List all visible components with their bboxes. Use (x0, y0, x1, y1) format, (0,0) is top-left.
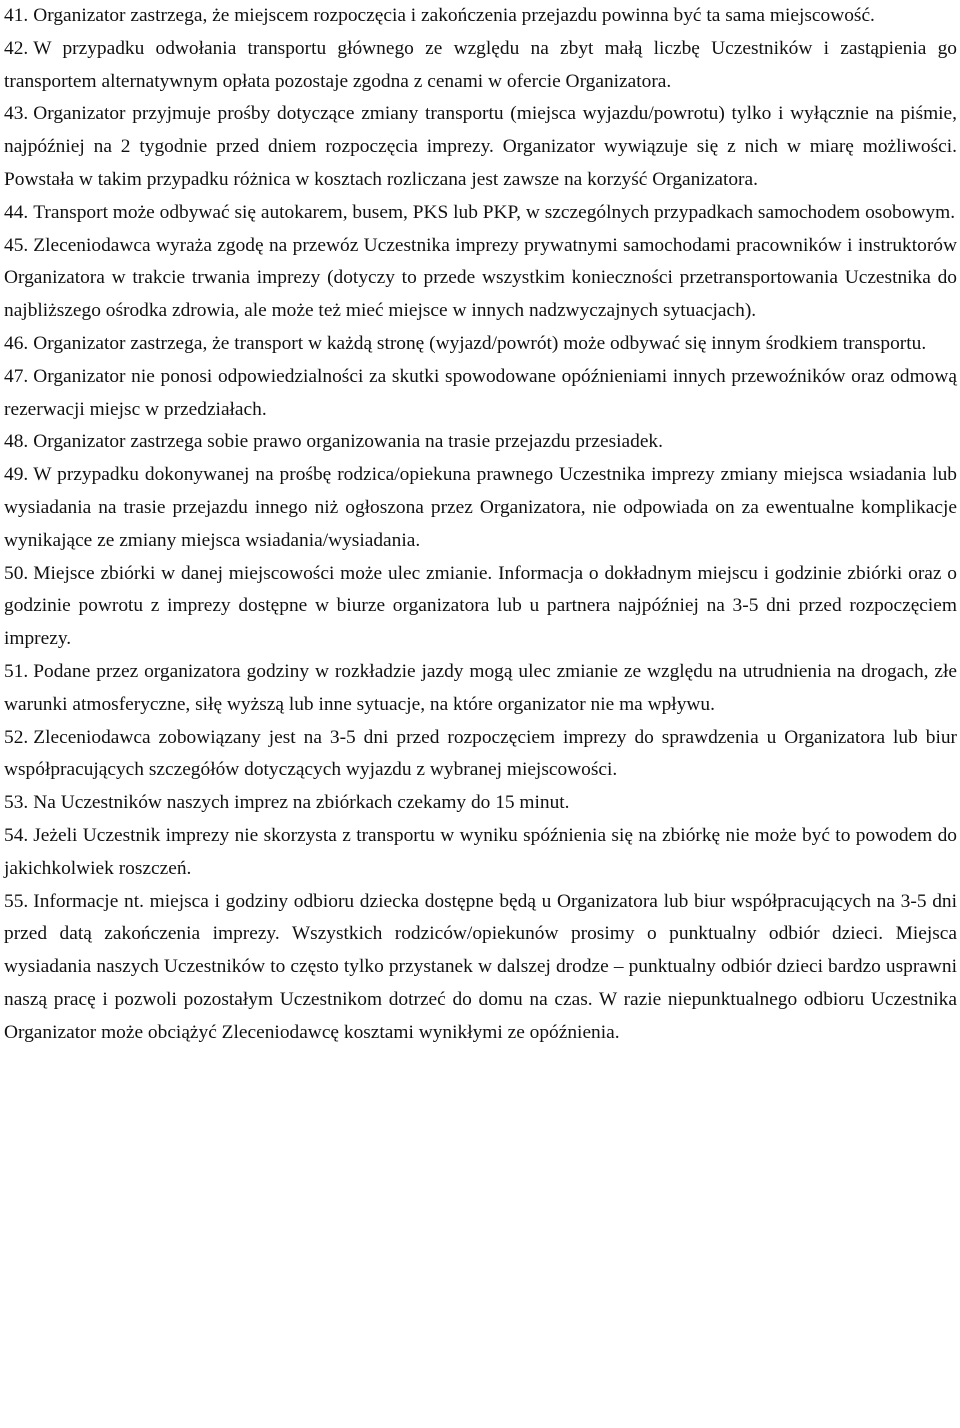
paragraph-text: Transport może odbywać się autokarem, busem, PKS lub PKP, w szczególnych przypadkach samochodem osobowym. (33, 201, 956, 223)
paragraph-number: 51. (4, 660, 29, 682)
paragraph-text: Organizator przyjmuje prośby dotyczące zmiany transportu (miejsca wyjazdu/powrotu) tylko i wyłącznie na piśmie, najpóźniej na 2 tygodnie przed dniem rozpoczęcia imprezy. Organizator wywiązuje się z nich w miarę możliwości. Powstała w takim przypadku różnica w kosztach rozliczana jest zawsze na korzyść Organizatora. (4, 103, 957, 190)
paragraph-number: 52. (4, 726, 29, 748)
paragraph-54 (4, 820, 957, 886)
paragraph-51 (4, 656, 957, 722)
paragraph-50 (4, 558, 957, 656)
paragraph-text: Informacje nt. miejsca i godziny odbioru dziecka dostępne będą u Organizatora lub biur współpracujących na 3-5 dni przed datą zakończenia imprezy. Wszystkich rodziców/opiekunów prosimy o punktualny odbiór dzieci. Miejsca wysiadania naszych Uczestników to często tylko przystanek w dalszej drodze – punktualny odbiór dzieci bardzo usprawni naszą pracę i pozwoli pozostałym Uczestnikom dotrzeć do domu na czas. W razie niepunktualnego odbioru Uczestnika Organizator może obciążyć Zleceniodawcę kosztami wynikłymi ze opóźnienia. (4, 890, 957, 1043)
paragraph-43 (4, 98, 957, 196)
paragraph-number: 42. (4, 37, 29, 59)
paragraph-text: Na Uczestników naszych imprez na zbiórkach czekamy do 15 minut. (33, 792, 570, 814)
paragraph-52 (4, 722, 957, 788)
paragraph-text: W przypadku odwołania transportu głównego ze względu na zbyt małą liczbę Uczestników i zastąpienia go transportem alternatywnym opłata pozostaje zgodna z cenami w ofercie Organizatora. (4, 37, 957, 92)
paragraph-44 (4, 197, 957, 230)
paragraph-number: 43. (4, 103, 29, 125)
paragraph-48 (4, 426, 957, 459)
paragraph-text: Organizator nie ponosi odpowiedzialności za skutki spowodowane opóźnieniami innych przewoźników oraz odmową rezerwacji miejsc w przedziałach. (4, 365, 957, 420)
paragraph-45 (4, 230, 957, 328)
paragraph-41 (4, 0, 957, 33)
paragraph-number: 44. (4, 201, 29, 223)
paragraph-text: Zleceniodawca wyraża zgodę na przewóz Uczestnika imprezy prywatnymi samochodami pracowników i instruktorów Organizatora w trakcie trwania imprezy (dotyczy to przede wszystkim konieczności przetransportowania Uczestnika do najbliższego ośrodka zdrowia, ale może też mieć miejsce w innych nadzwyczajnych sytuacjach). (4, 234, 957, 322)
paragraph-number: 53. (4, 792, 29, 814)
paragraph-55 (4, 886, 957, 1050)
paragraph-text: Zleceniodawca zobowiązany jest na 3-5 dni przed rozpoczęciem imprezy do sprawdzenia u Organizatora lub biur współpracujących szczegółów dotyczących wyjazdu z wybranej miejscowości. (4, 726, 957, 781)
paragraph-number: 48. (4, 431, 29, 453)
paragraph-number: 55. (4, 890, 29, 912)
paragraph-number: 47. (4, 365, 29, 387)
paragraph-number: 54. (4, 824, 29, 846)
paragraph-46 (4, 328, 957, 361)
document-page (4, 0, 957, 1428)
paragraph-text: Organizator zastrzega, że miejscem rozpoczęcia i zakończenia przejazdu powinna być ta sama miejscowość. (33, 5, 875, 26)
paragraph-number: 45. (4, 234, 29, 256)
paragraph-text: Organizator zastrzega sobie prawo organizowania na trasie przejazdu przesiadek. (33, 431, 663, 453)
paragraph-number: 50. (4, 562, 29, 584)
paragraph-49 (4, 459, 957, 557)
paragraph-text: Organizator zastrzega, że transport w każdą stronę (wyjazd/powrót) może odbywać się innym środkiem transportu. (33, 332, 927, 354)
paragraph-text: Miejsce zbiórki w danej miejscowości może ulec zmianie. Informacja o dokładnym miejscu i godzinie zbiórki oraz o godzinie powrotu z imprezy dostępne w biurze organizatora lub u partnera najpóźniej na 3-5 dni przed rozpoczęciem imprezy. (4, 562, 957, 650)
paragraph-number: 41. (4, 5, 29, 26)
paragraph-42 (4, 33, 957, 99)
paragraph-53 (4, 787, 957, 820)
paragraph-text: Jeżeli Uczestnik imprezy nie skorzysta z transportu w wyniku spóźnienia się na zbiórkę nie może być to powodem do jakichkolwiek roszczeń. (4, 824, 957, 879)
paragraph-47 (4, 361, 957, 427)
paragraph-text: Podane przez organizatora godziny w rozkładzie jazdy mogą ulec zmianie ze względu na utrudnienia na drogach, złe warunki atmosferyczne, siłę wyższą lub inne sytuacje, na które organizator nie ma wpływu. (4, 660, 957, 715)
paragraph-number: 49. (4, 464, 29, 486)
paragraph-number: 46. (4, 332, 29, 354)
paragraph-text: W przypadku dokonywanej na prośbę rodzica/opiekuna prawnego Uczestnika imprezy zmiany miejsca wsiadania lub wysiadania na trasie przejazdu innego niż ogłoszona przez Organizatora, nie odpowiada on za ewentualne komplikacje wynikające ze zmiany miejsca wsiadania/wysiadania. (4, 464, 957, 551)
